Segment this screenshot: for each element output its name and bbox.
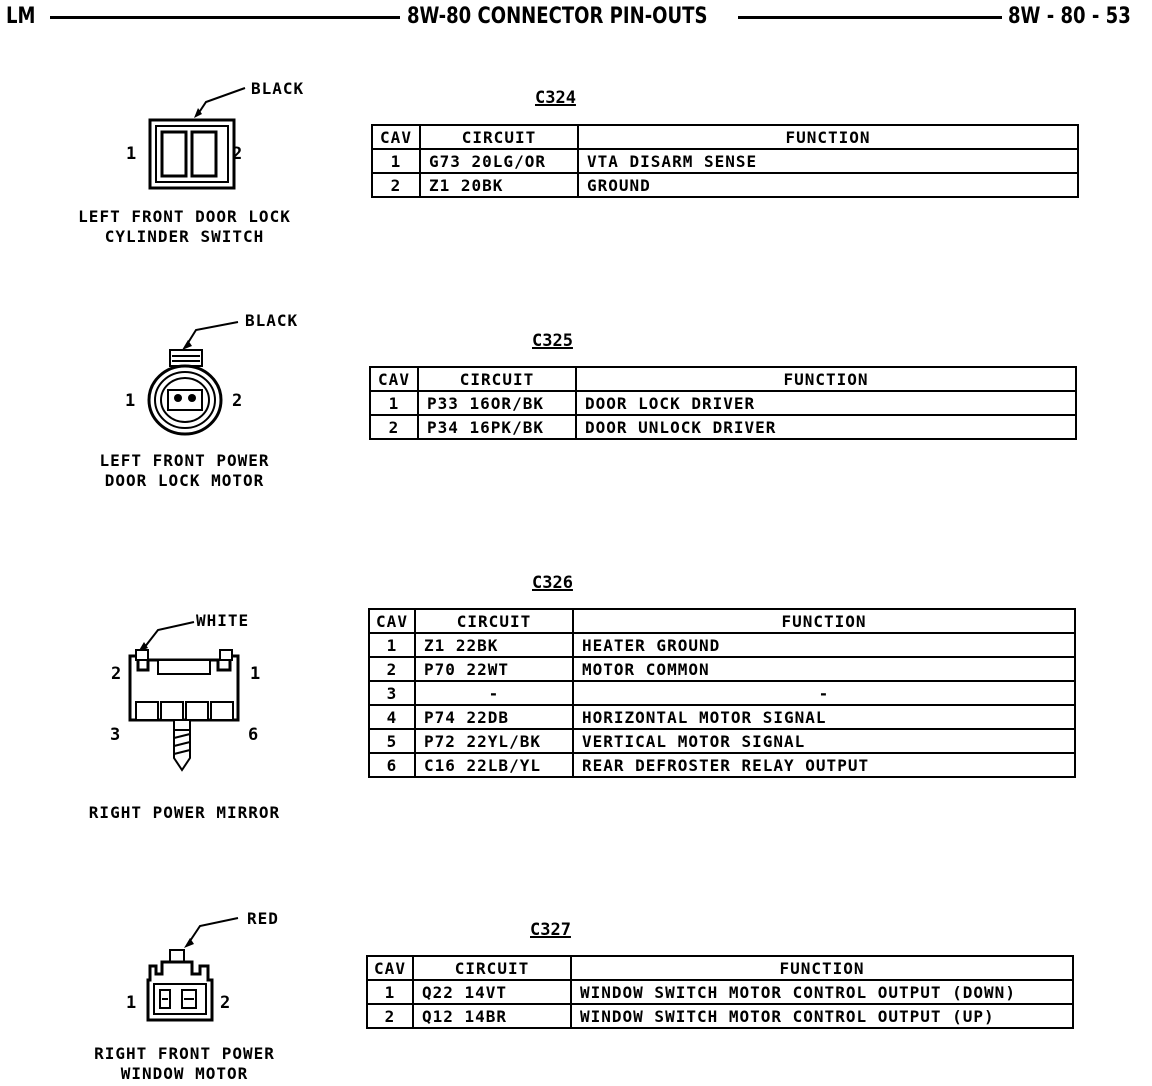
pin-label: 3 [110,725,121,745]
circuit-cell: Q12 14BR [413,1004,571,1028]
table-row [370,415,1076,439]
function-cell: HORIZONTAL MOTOR SIGNAL [573,705,1075,729]
table-header-row [370,367,1076,391]
connector-name-line: CYLINDER SWITCH [104,227,265,246]
circuit-cell: G73 20LG/OR [420,149,578,173]
pin-label: 2 [232,391,243,411]
circuit-cell: Z1 22BK [415,633,573,657]
window-motor-connector-icon [142,910,252,1030]
cav-cell: 1 [369,633,415,657]
circuit-cell: Q22 14VT [413,980,571,1004]
table-header-row [367,956,1073,980]
function-cell: DOOR UNLOCK DRIVER [576,415,1076,439]
connector-name-line: WINDOW MOTOR [120,1064,249,1083]
pinout-table [366,955,1074,1029]
function-cell: WINDOW SWITCH MOTOR CONTROL OUTPUT (UP) [571,1004,1073,1028]
cav-cell: 2 [369,657,415,681]
page-number: 8W - 80 - 53 [1008,4,1131,29]
table-row [367,980,1073,1004]
pinout-table [369,366,1077,440]
circuit-cell: P33 16OR/BK [418,391,576,415]
connector-id: C324 [535,88,576,108]
function-header: FUNCTION [573,609,1075,633]
table-row [369,705,1075,729]
function-header: FUNCTION [576,367,1076,391]
connector-color-label: BLACK [251,79,305,98]
function-header: FUNCTION [578,125,1078,149]
connector-name-line: RIGHT FRONT POWER [94,1044,275,1063]
connector-name-line: DOOR LOCK MOTOR [104,471,265,490]
function-cell: GROUND [578,173,1078,197]
connector-name-line: RIGHT POWER MIRROR [88,803,281,822]
connector-name [62,1044,307,1084]
cav-cell: 1 [370,391,418,415]
header-rule-left [50,16,400,19]
table-row [370,391,1076,415]
connector-id: C327 [530,920,571,940]
table-row [369,657,1075,681]
function-cell: VERTICAL MOTOR SIGNAL [573,729,1075,753]
section-code: LM [6,4,36,29]
function-cell: VTA DISARM SENSE [578,149,1078,173]
pinout-table [371,124,1079,198]
table-header-row [372,125,1078,149]
cav-cell: 5 [369,729,415,753]
pin-label: 2 [111,664,122,684]
cav-header: CAV [370,367,418,391]
connector-name [62,803,307,823]
pin-label: 1 [250,664,261,684]
pinout-table [368,608,1076,778]
connector-color-label: RED [247,909,279,928]
page-title: 8W-80 CONNECTOR PIN-OUTS [407,4,708,29]
pin-label: 6 [248,725,259,745]
table-row [369,633,1075,657]
pin-label: 1 [126,144,137,164]
table-row [369,753,1075,777]
header-rule-right [738,16,1002,19]
cav-header: CAV [369,609,415,633]
circuit-cell: P74 22DB [415,705,573,729]
circuit-cell: Z1 20BK [420,173,578,197]
cav-cell: 4 [369,705,415,729]
cav-header: CAV [367,956,413,980]
table-header-row [369,609,1075,633]
cav-cell: 1 [367,980,413,1004]
function-cell: - [573,681,1075,705]
circuit-cell: C16 22LB/YL [415,753,573,777]
circuit-cell: P70 22WT [415,657,573,681]
function-cell: HEATER GROUND [573,633,1075,657]
pin-label: 2 [220,993,231,1013]
table-row [369,729,1075,753]
circuit-cell: - [415,681,573,705]
circuit-cell: P34 16PK/BK [418,415,576,439]
pin-label: 1 [125,391,136,411]
table-row [372,173,1078,197]
cav-cell: 3 [369,681,415,705]
table-row [369,681,1075,705]
connector-name [62,207,307,247]
pin-label: 2 [232,144,243,164]
function-cell: MOTOR COMMON [573,657,1075,681]
connector-id: C326 [532,573,573,593]
function-cell: REAR DEFROSTER RELAY OUTPUT [573,753,1075,777]
cav-cell: 2 [372,173,420,197]
cav-header: CAV [372,125,420,149]
cav-cell: 2 [367,1004,413,1028]
connector-color-label: WHITE [196,611,250,630]
connector-name-line: LEFT FRONT POWER [99,451,270,470]
door-lock-motor-connector-icon [138,310,258,440]
circuit-header: CIRCUIT [420,125,578,149]
circuit-cell: P72 22YL/BK [415,729,573,753]
connector-name [62,451,307,491]
circuit-header: CIRCUIT [413,956,571,980]
table-row [367,1004,1073,1028]
circuit-header: CIRCUIT [418,367,576,391]
door-lock-cylinder-switch-connector-icon [140,78,260,198]
connector-id: C325 [532,331,573,351]
table-row [372,149,1078,173]
cav-cell: 1 [372,149,420,173]
circuit-header: CIRCUIT [415,609,573,633]
connector-name-line: LEFT FRONT DOOR LOCK [78,207,291,226]
connector-color-label: BLACK [245,311,299,330]
cav-cell: 6 [369,753,415,777]
function-header: FUNCTION [571,956,1073,980]
cav-cell: 2 [370,415,418,439]
power-mirror-connector-icon [118,610,261,790]
function-cell: WINDOW SWITCH MOTOR CONTROL OUTPUT (DOWN) [571,980,1073,1004]
pin-label: 1 [126,993,137,1013]
function-cell: DOOR LOCK DRIVER [576,391,1076,415]
